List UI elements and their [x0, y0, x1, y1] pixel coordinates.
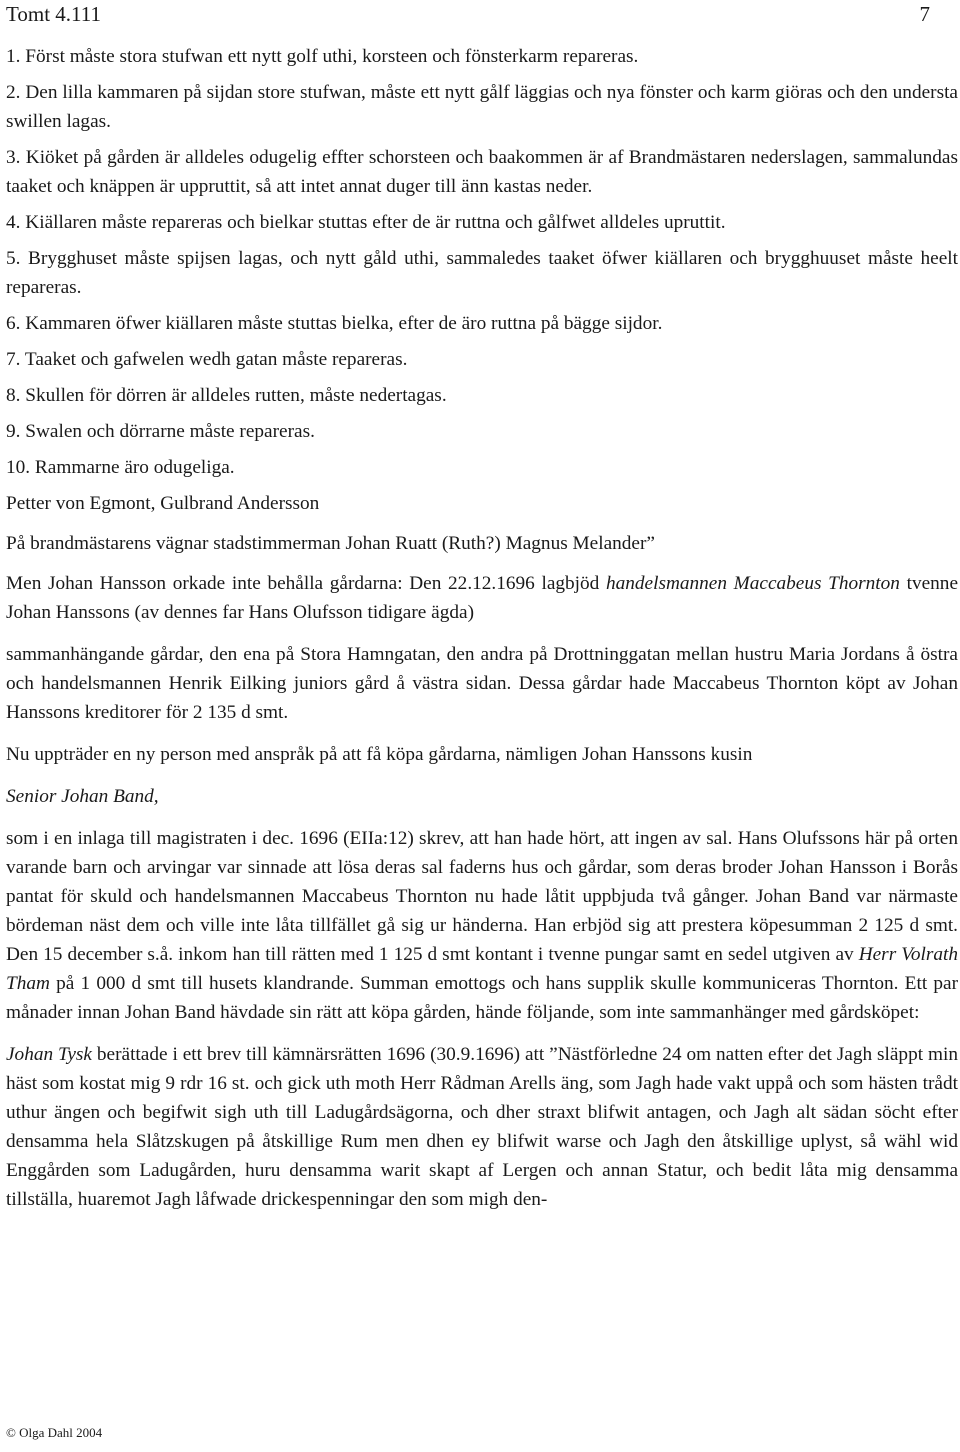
list-item: 2. Den lilla kammaren på sijdan store stufwan, måste ett nytt gålf läggias och nya fönster och karm giöras och den understa swillen lagas. [6, 82, 958, 132]
brandmastare-line: På brandmästarens vägnar stadstimmerman Johan Ruatt (Ruth?) Magnus Melander” [6, 533, 655, 554]
text-run-italic: handelsmannen Maccabeus Thornton [605, 573, 900, 594]
text-run: Men Johan Hansson orkade inte behålla gårdarna: Den 22.12.1696 lagbjöd [6, 573, 606, 594]
text-run: berättade i ett brev till kämnärsrätten 1696 (30.9.1696) att ”Nästförledne 24 om natten efter det Jagh släppt min häst som kostat mig 9 rdr 16 st. och gick uth moth Herr Rådman Arells äng, som Jagh hade vakt uppå och som hästen trådt uthur ängen och begifwit sigh uth till Ladugårdsägorna, och dher straxt blifwit antagen, och Jagh alt sädan söcht efter densamma hela Slåtzskugen på åtskillige Rum men dhen ey blifwit warse och Jagh den åtskillige uplyst, så wähl wid Enggården som Ladugården, huru densamma warit skapt af Lergen och annan Statur, och bedit låta mig densamma tillställa, huaremot Jagh låfwade drickespenningar den som migh den- [6, 1044, 958, 1210]
list-item: 1. Först måste stora stufwan ett nytt golf uthi, korsteen och fönsterkarm repareras. [6, 46, 639, 67]
page-number: 7 [919, 2, 930, 26]
list-item: 5. Brygghuset måste spijsen lagas, och nytt gåld uthi, sammaledes taaket öfwer kiällaren och brygghuuset måste heelt repareras. [6, 248, 958, 298]
text-run-italic: Johan Tysk [6, 1044, 92, 1065]
text-run: som i en inlaga till magistraten i dec. 1696 (EIIa:12) skrev, att han hade hört, att ingen av sal. Hans Olufssons här på orten varande barn och arvingar var sinnade att lösa deras sal faderns hus och gårdar, som deras broder Johan Hansson i Borås pantat för skuld och handelsmannen Maccabeus Thornton nu hade låtit uppbjuda två gånger. Johan Band var närmaste bördeman näst dem och ville inte låta tillfället gå sig ur händerna. Han erbjöd sig att prestera köpesumman 2 125 d smt. Den 15 december s.å. inkom han till rätten med 1 125 d smt kontant i tvenne pungar samt en sedel utgiven av [6, 828, 958, 965]
text-run: tvenne Johan Hanssons (av dennes far Hans Olufsson tidigare ägda) [6, 573, 958, 623]
list-item: 6. Kammaren öfwer kiällaren måste stuttas bielka, efter de äro ruttna på bägge sijdor. [6, 313, 663, 334]
list-item: 3. Kiöket på gården är alldeles odugelig effter schorsteen och baakommen är af Brandmästaren nederslagen, sammalundas taaket och knäppen är uppruttit, så att intet annat duger till änn kastas neder. [6, 147, 958, 197]
page-header [6, 0, 958, 31]
list-item: 10. Rammarne äro odugeliga. [6, 457, 235, 478]
paragraph [6, 569, 958, 627]
list-item: 8. Skullen för dörren är alldeles rutten, måste nedertagas. [6, 385, 447, 406]
list-item: 9. Swalen och dörrarne måste repareras. [6, 421, 315, 442]
list-item: 7. Taaket och gafwelen wedh gatan måste repareras. [6, 349, 408, 370]
list-item: 4. Kiällaren måste repareras och bielkar stuttas efter de är ruttna och gålfwet alldeles upruttit. [6, 212, 726, 233]
paragraph [6, 1040, 958, 1214]
text-run: på 1 000 d smt till husets klandrande. Summan emottogs och hans supplik skulle kommuniceras Thornton. Ett par månader innan Johan Band hävdade sin rätt att köpa gården, hände följande, som inte sammanhänger med gårdsköpet: [6, 973, 958, 1023]
paragraph: Nu uppträder en ny person med anspråk på att få köpa gårdarna, nämligen Johan Hanssons kusin [6, 744, 753, 765]
header-title: Tomt 4.111 [6, 2, 101, 26]
paragraph [6, 824, 958, 1027]
name-heading: Senior Johan Band, [6, 786, 159, 807]
signers-line: Petter von Egmont, Gulbrand Andersson [6, 493, 320, 514]
text-run-italic: Herr Volrath Tham [6, 944, 958, 994]
copyright-footer: © Olga Dahl 2004 [6, 1425, 103, 1440]
paragraph: sammanhängande gårdar, den ena på Stora Hamngatan, den andra på Drottninggatan mellan hustru Maria Jordans å östra och handelsmannen Henrik Eilking juniors gård å västra sidan. Dessa gårdar hade Maccabeus Thornton köpt av Johan Hanssons kreditorer för 2 135 d smt. [6, 644, 958, 723]
document-body [6, 42, 958, 1221]
